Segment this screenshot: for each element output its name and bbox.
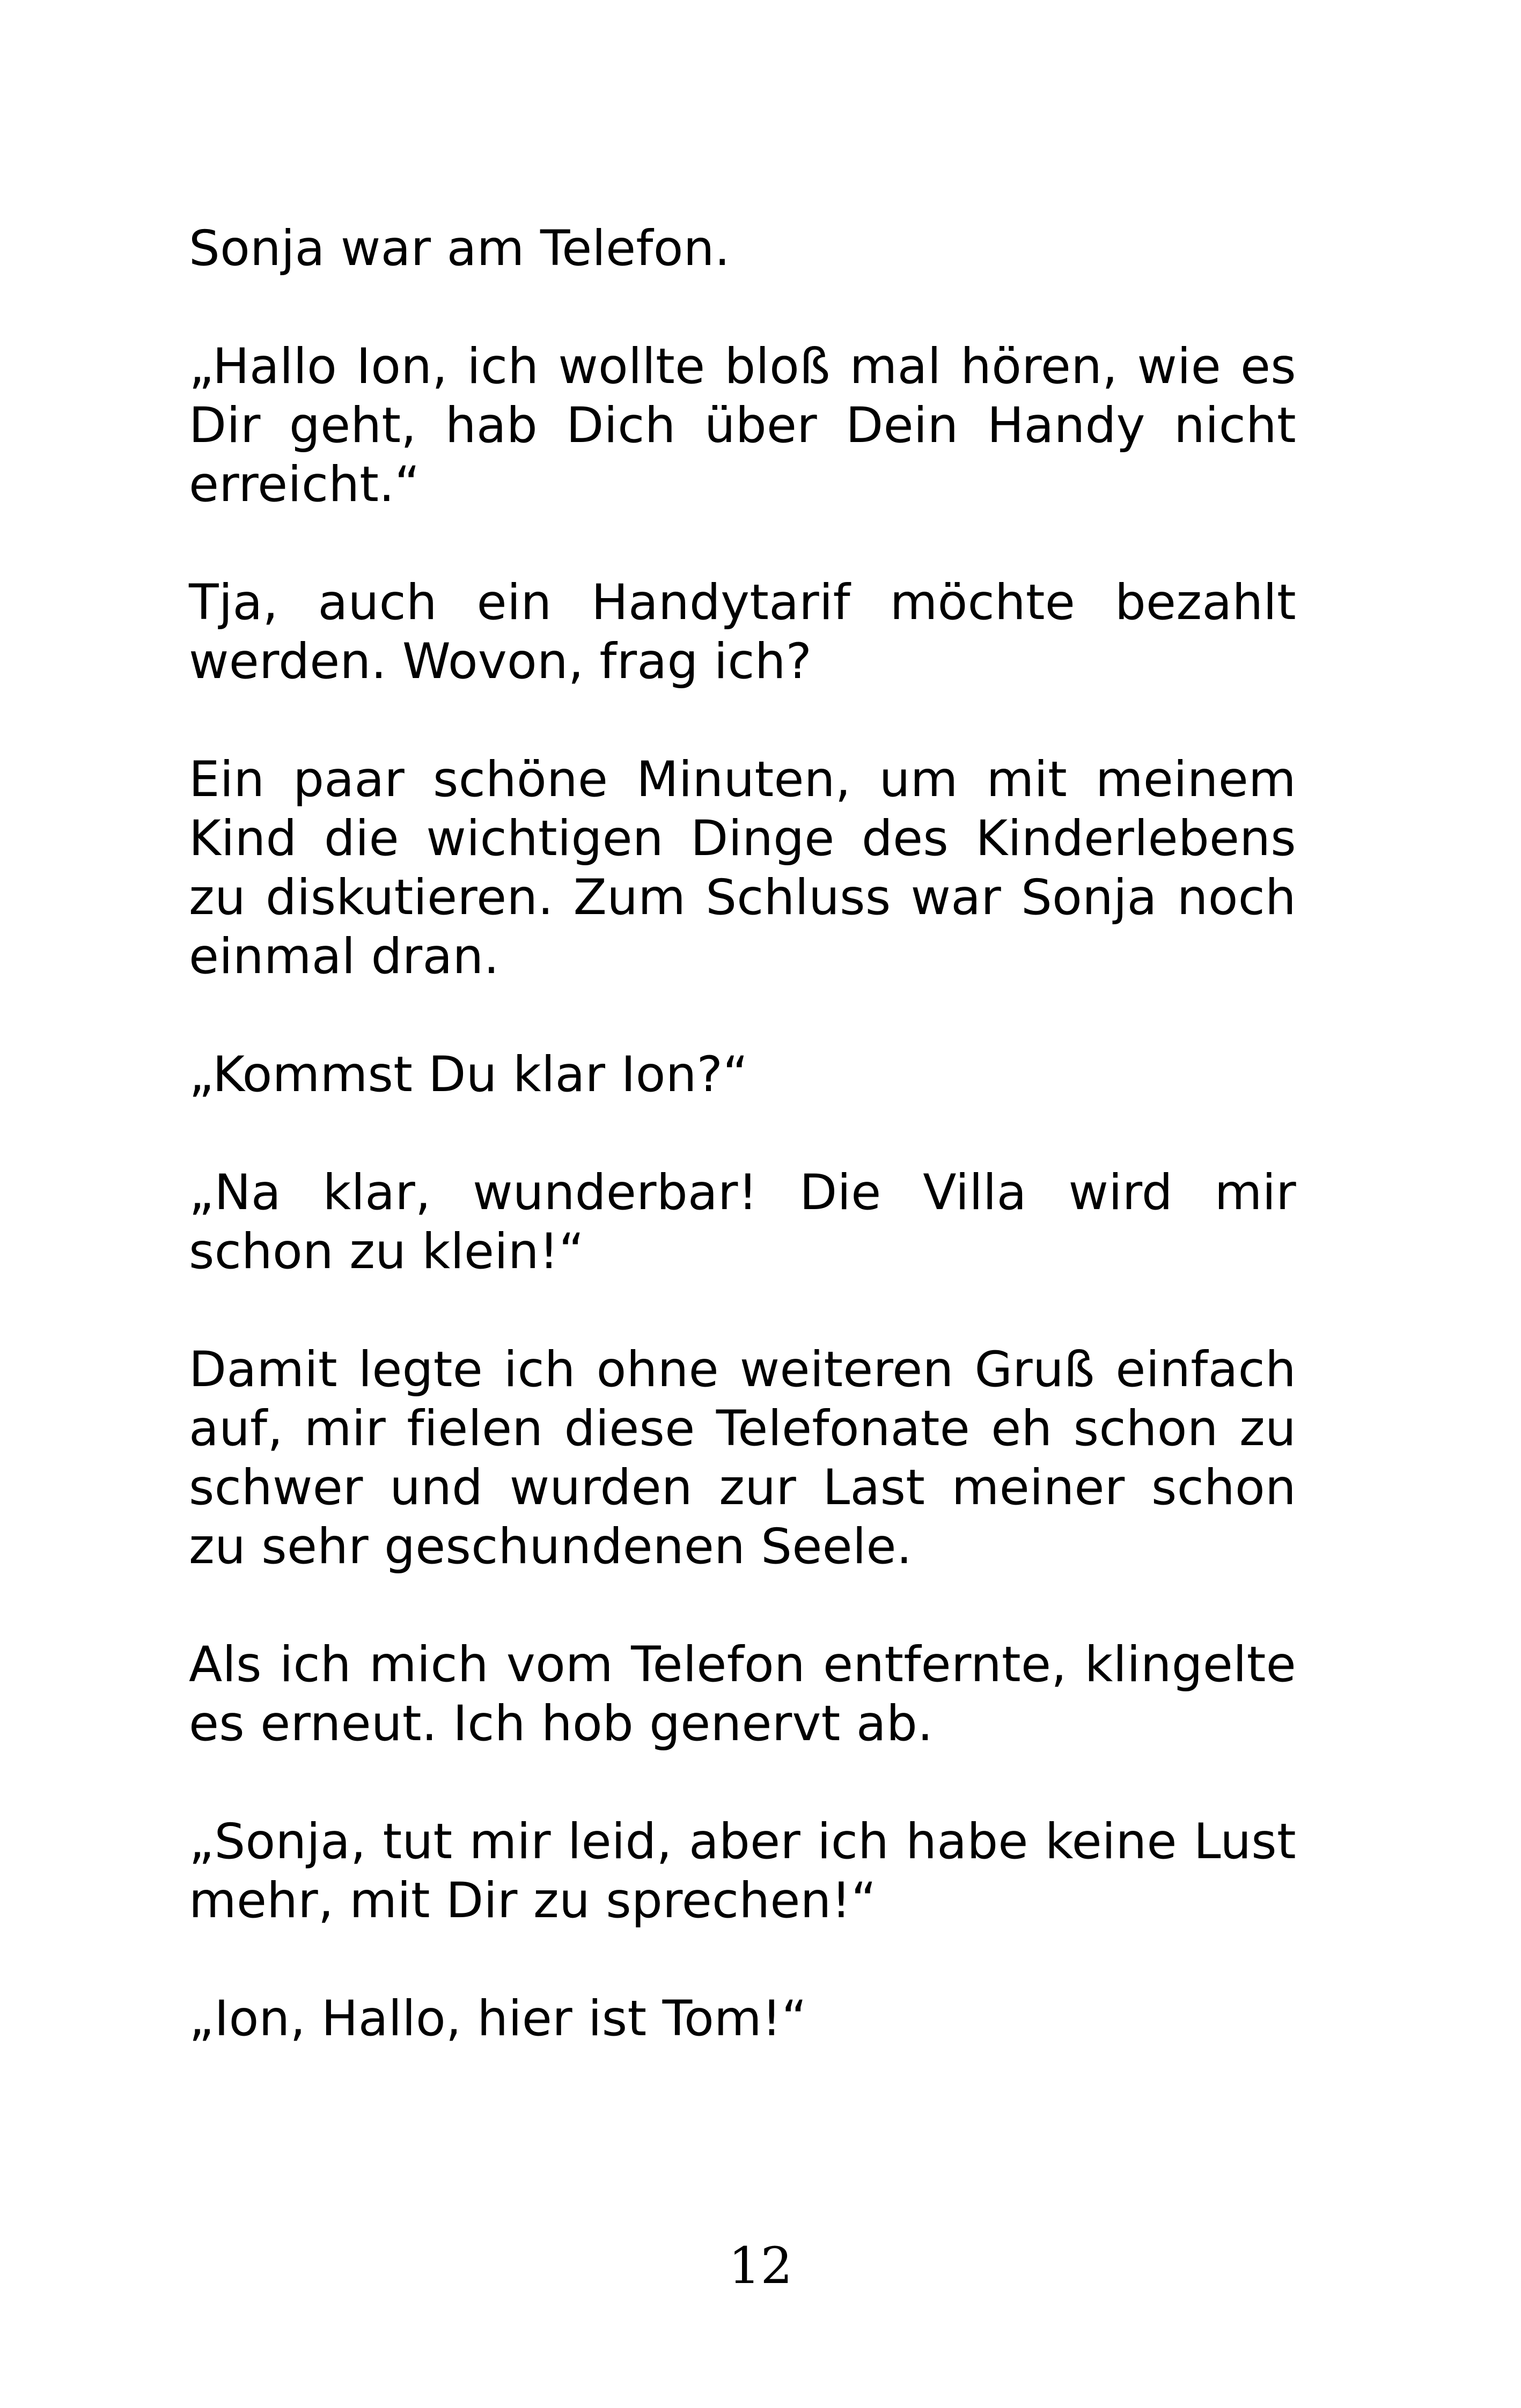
paragraph-5: „Kommst Du klar Ion?“ bbox=[189, 1047, 748, 1103]
page-number: 12 bbox=[728, 2237, 793, 2295]
paragraph-8: Als ich mich vom Telefon entfernte, klingelte es erneut. Ich hob genervt ab. bbox=[189, 1637, 1296, 1752]
paragraph-7: Damit legte ich ohne weiteren Gruß einfach auf, mir fielen diese Telefonate eh schon zu schwer und wurden zur Last meiner schon zu sehr geschundenen Seele. bbox=[189, 1342, 1296, 1575]
paragraph-4: Ein paar schöne Minuten, um mit meinem Kind die wichtigen Dinge des Kinderlebens zu diskutieren. Zum Schluss war Sonja noch einmal dran. bbox=[189, 752, 1296, 985]
body-text bbox=[189, 219, 1296, 2108]
paragraph-10: „Ion, Hallo, hier ist Tom!“ bbox=[189, 1991, 807, 2047]
paragraph-3: Tja, auch ein Handytarif möchte bezahlt werden. Wovon, frag ich? bbox=[189, 575, 1296, 690]
paragraph-9: „Sonja, tut mir leid, aber ich habe keine Lust mehr, mit Dir zu sprechen!“ bbox=[189, 1814, 1296, 1929]
paragraph-6: „Na klar, wunderbar! Die Villa wird mir schon zu klein!“ bbox=[189, 1165, 1296, 1280]
paragraph-2: „Hallo Ion, ich wollte bloß mal hören, wie es Dir geht, hab Dich über Dein Handy nicht erreicht.“ bbox=[189, 338, 1296, 513]
paragraph-1: Sonja war am Telefon. bbox=[189, 220, 730, 277]
